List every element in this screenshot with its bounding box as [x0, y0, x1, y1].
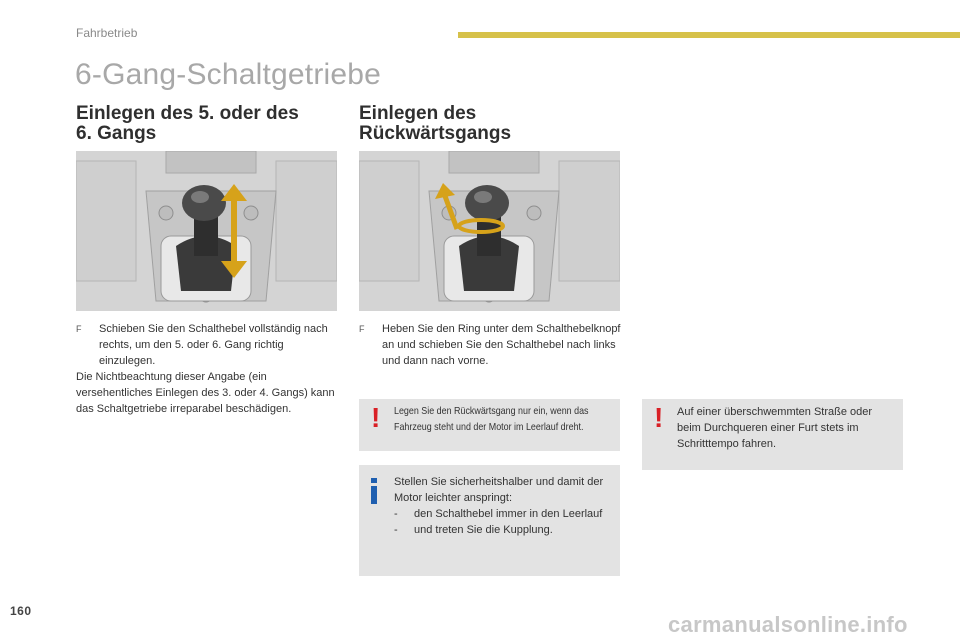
warning-box-flooded-road: [642, 399, 903, 470]
warning-text: Auf einer überschwemmten Straße oder beim Durchqueren einer Furt stets im Schritttempo fahren.: [677, 406, 873, 450]
list-item: - und treten Sie die Kupplung.: [394, 524, 553, 536]
gear-shift-illustration-5th-6th: [76, 151, 337, 311]
bullet-marker: F: [76, 324, 82, 334]
warning-text: Legen Sie den Rückwärtsgang nur ein, wenn das Fahrzeug steht und der Motor im Leerlauf dreht.: [394, 405, 589, 433]
instruction-text: Heben Sie den Ring unter dem Schalthebelknopf an und schieben Sie den Schalthebel nach links und dann nach vorne.: [382, 323, 621, 367]
heading-reverse-gear: Einlegen des Rückwärtsgangs: [359, 103, 512, 144]
bullet-marker: F: [359, 324, 365, 334]
info-list: [394, 506, 612, 538]
warning-box-reverse-gear: [359, 399, 620, 451]
page-title: 6-Gang-Schaltgetriebe: [75, 58, 382, 91]
heading-5th-6th-gear: Einlegen des 5. oder des 6. Gangs: [76, 103, 299, 144]
list-item: - den Schalthebel immer in den Leerlauf: [394, 508, 603, 520]
info-icon: [371, 478, 377, 504]
info-box-engine-start: [359, 465, 620, 576]
watermark: carmanualsonline.info: [668, 612, 908, 637]
gearbox-damage-note: Die Nichtbeachtung dieser Angabe (ein versehentliches Einlegen des 3. oder 4. Gangs) kann das Schaltgetriebe irreparabel beschädigen.: [76, 371, 335, 415]
header-accent-bar: [458, 32, 960, 38]
info-intro: Stellen Sie sicherheitshalber und damit der Motor leichter anspringt:: [394, 476, 604, 504]
gear-shift-illustration-reverse: [359, 151, 620, 311]
warning-icon: !: [654, 402, 664, 433]
warning-icon: !: [371, 402, 381, 433]
instruction-5th-6th-gear: [76, 321, 340, 369]
section-label: Fahrbetrieb: [76, 26, 138, 40]
instruction-text: Schieben Sie den Schalthebel vollständig nach rechts, um den 5. oder 6. Gang richtig einzulegen.: [99, 323, 328, 367]
instruction-reverse-gear: [359, 321, 623, 369]
page-number: 160: [10, 604, 32, 618]
